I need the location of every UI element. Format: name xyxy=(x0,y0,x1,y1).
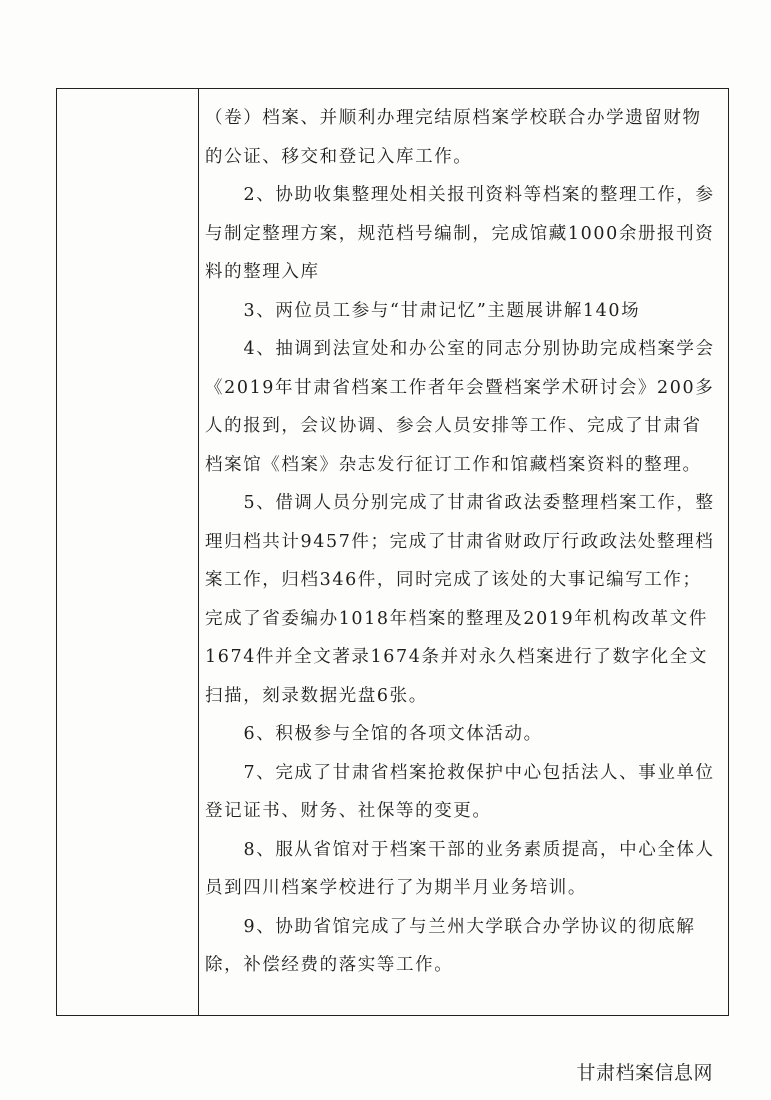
report-table xyxy=(56,88,729,1016)
paragraph-item-4: 4、抽调到法宣处和办公室的同志分别协助完成档案学会《2019年甘肃省档案工作者年会暨档案学术研讨会》200多人的报到，会议协调、参会人员安排等工作、完成了甘肃省档案馆《档案》杂志发行征订工作和馆藏档案资料的整理。 xyxy=(205,339,715,475)
paragraph-item-3: 3、两位员工参与“甘肃记忆”主题展讲解140场 xyxy=(243,300,641,321)
column-divider xyxy=(198,89,199,1015)
paragraph-item-7: 7、完成了甘肃省档案抢救保护中心包括法人、事业单位登记证书、财务、社保等的变更。 xyxy=(205,762,715,821)
paragraph-item-8: 8、服从省馆对于档案干部的业务素质提高，中心全体人员到四川档案学校进行了为期半月业务培训。 xyxy=(205,839,715,898)
paragraph-continuation: （卷）档案、并顺利办理完结原档案学校联合办学遗留财物的公证、移交和登记入库工作。 xyxy=(205,108,702,167)
paragraph-item-5: 5、借调人员分别完成了甘肃省政法委整理档案工作，整理归档共计9457件；完成了甘肃省财政厅行政政法处整理档案工作，归档346件，同时完成了该处的大事记编写工作；完成了省委编办1018年档案的整理及2019年机构改革文件1674件并全文著录1674条并对永久档案进行了数字化全文扫描，刻录数据光盘6张。 xyxy=(205,493,715,706)
report-content-cell xyxy=(205,99,720,985)
paragraph-item-2: 2、协助收集整理处相关报刊资料等档案的整理工作，参与制定整理方案，规范档号编制，完成馆藏1000余册报刊资料的整理入库 xyxy=(205,185,715,282)
paragraph-item-9: 9、协助省馆完成了与兰州大学联合办学协议的彻底解除，补偿经费的落实等工作。 xyxy=(205,916,696,975)
paragraph-item-6: 6、积极参与全馆的各项文体活动。 xyxy=(243,724,543,744)
site-watermark: 甘肃档案信息网 xyxy=(576,1062,713,1084)
